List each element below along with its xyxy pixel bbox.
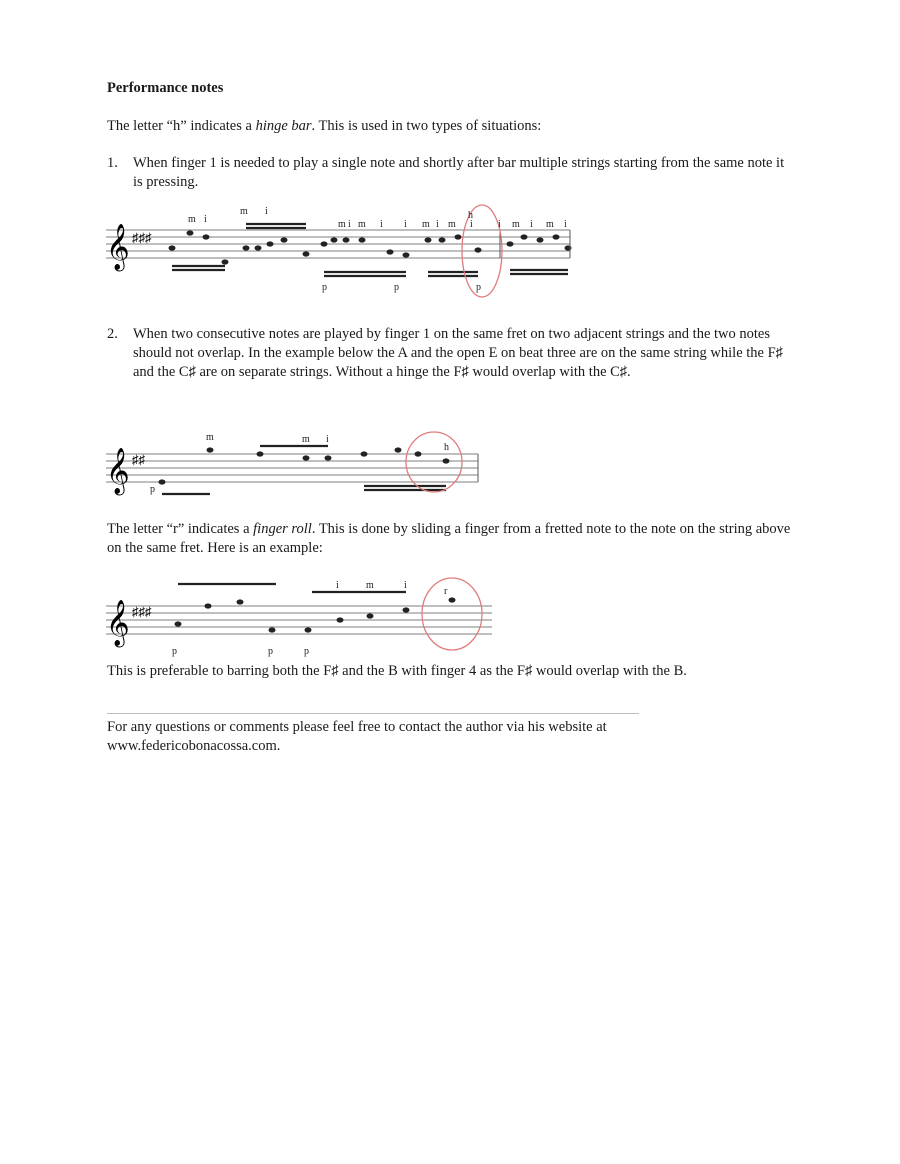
notes <box>169 230 572 264</box>
list-text: When finger 1 is needed to play a single note and shortly after bar multiple strings starting from the same note it is pressing. <box>133 155 785 190</box>
intro-text-after: . This is used in two types of situations: <box>311 118 542 134</box>
roll-text-after: . This is done by sliding a finger from a fretted note to the note on the string above on the same fret. Here is an example: <box>107 521 791 556</box>
treble-clef: 𝄞 <box>106 448 130 493</box>
beams <box>162 446 446 494</box>
svg-text:i: i <box>204 214 207 225</box>
treble-clef: 𝄞 <box>106 600 130 645</box>
intro-paragraph <box>107 117 797 136</box>
fingering-bottom <box>322 282 481 293</box>
preferable-paragraph: This is preferable to barring both the F♯ and the B with finger 4 as the F♯ would overlap with the B. <box>107 663 687 679</box>
list-text: When two consecutive notes are played by finger 1 on the same fret on two adjacent strings and the two notes should not overlap. In the example below the A and the open E on beat three are on the same string while the F♯ and the C♯ are on separate strings. Without a hinge the F♯ would overlap with the C♯. <box>133 326 783 380</box>
music-example-2 <box>100 420 490 500</box>
svg-text:i: i <box>265 206 268 217</box>
svg-text:m: m <box>546 219 554 230</box>
roll-paragraph <box>107 520 797 558</box>
svg-text:i: i <box>404 219 407 230</box>
svg-text:m: m <box>422 219 430 230</box>
svg-text:p: p <box>304 646 309 657</box>
key-signature: ♯♯♯ <box>132 230 152 245</box>
section-heading: Performance notes <box>107 80 224 96</box>
svg-text:p: p <box>476 282 481 293</box>
svg-text:i: i <box>404 580 407 591</box>
key-signature: ♯♯♯ <box>132 604 152 619</box>
highlight-circle <box>422 578 482 650</box>
svg-text:r: r <box>444 586 448 597</box>
svg-text:m: m <box>302 434 310 445</box>
music-example-1 <box>100 200 590 300</box>
roll-text-before: The letter “r” indicates a <box>107 521 254 537</box>
list-number: 2. <box>107 326 118 342</box>
svg-text:i: i <box>326 434 329 445</box>
svg-text:i: i <box>530 219 533 230</box>
svg-text:i: i <box>380 219 383 230</box>
svg-text:h: h <box>444 442 449 453</box>
svg-text:m: m <box>358 219 366 230</box>
key-signature: ♯♯ <box>132 452 145 467</box>
svg-text:m: m <box>206 432 214 443</box>
footnote-divider <box>107 713 639 714</box>
fingering-bottom: p <box>150 484 155 495</box>
svg-text:p: p <box>394 282 399 293</box>
fingering-top <box>188 206 567 230</box>
intro-term: hinge bar <box>255 118 312 134</box>
music-example-3 <box>100 572 500 662</box>
svg-text:i: i <box>336 580 339 591</box>
highlight-circle <box>406 432 462 492</box>
svg-text:i: i <box>348 219 351 230</box>
list-number: 1. <box>107 155 118 171</box>
beams <box>172 224 568 276</box>
intro-text-before: The letter “h” indicates a <box>107 118 256 134</box>
svg-text:p: p <box>322 282 327 293</box>
treble-clef: 𝄞 <box>106 224 130 269</box>
svg-text:i: i <box>436 219 439 230</box>
svg-text:i: i <box>564 219 567 230</box>
staff-lines <box>106 606 492 634</box>
roll-term: finger roll <box>253 521 312 537</box>
staff-lines <box>106 454 478 482</box>
svg-text:h: h <box>468 210 473 221</box>
svg-text:m: m <box>338 219 346 230</box>
svg-text:m: m <box>188 214 196 225</box>
footnote-text: For any questions or comments please feel free to contact the author via his website at www.federicobonacossa.com. <box>107 719 607 754</box>
svg-text:m: m <box>240 206 248 217</box>
svg-text:p: p <box>268 646 273 657</box>
svg-text:m: m <box>448 219 456 230</box>
svg-text:m: m <box>366 580 374 591</box>
svg-text:p: p <box>172 646 177 657</box>
svg-text:i: i <box>498 219 501 230</box>
svg-text:m: m <box>512 219 520 230</box>
fingering-bottom <box>172 646 309 657</box>
svg-text:i: i <box>470 219 473 230</box>
